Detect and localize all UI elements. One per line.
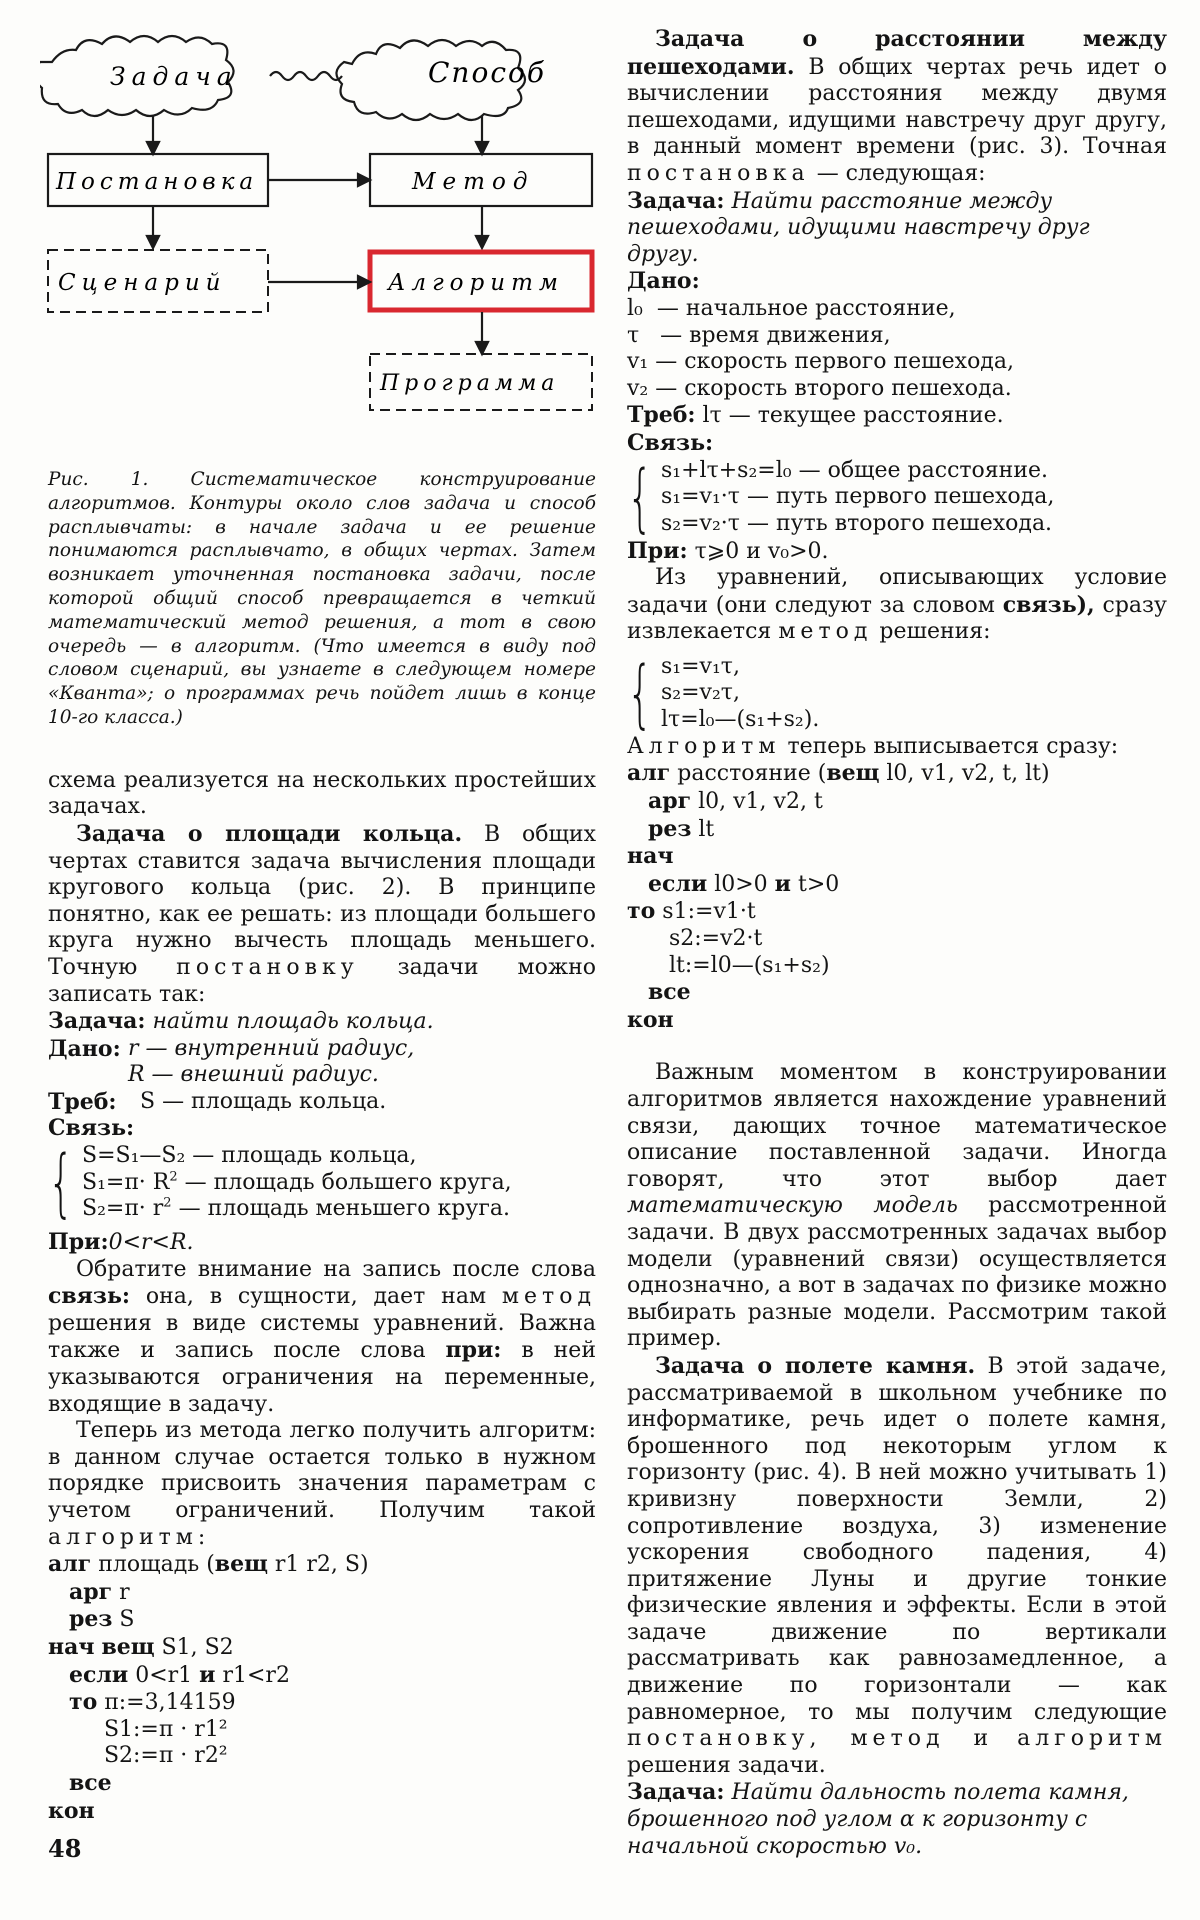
important-paragraph: Важным моментом в конструировании алгоритмов является нахождение уравнений связи, дающих точное математическое описание поставленной задачи. Иногда говорят, что этот выбор дает математическую модель рассмотренной задачи. В двух рассмотренных задачах выбор модели (уравнений связи) осуществляется однозначно, а вот в задачах по физике можно выбирать разные модели. Рассмотрим такой пример. [627, 1060, 1167, 1352]
walk-task-line: Задача: Найти расстояние между пешеходами, идущими навстречу друг другу. [627, 187, 1090, 267]
ring-req-label: Треб: [48, 1088, 117, 1115]
code-line: если 0<r1 и r1<r2 [68, 1661, 290, 1688]
given-item: v₂ — скорость второго пешехода. [627, 375, 1012, 401]
link-equation: s₂=v₂·τ — путь второго пешехода. [661, 510, 1053, 536]
program-label: Программа [380, 371, 560, 396]
code-line: рез S [68, 1606, 135, 1633]
code-line: арг l0, v1, v2, t [647, 788, 823, 815]
ring-link-system [48, 1140, 596, 1227]
ring-req-text: S — площадь кольца. [140, 1088, 387, 1114]
code-line: кон [48, 1797, 95, 1824]
method-vague-label: Способ [428, 56, 546, 89]
algorithm-label: Алгоритм [388, 270, 564, 296]
ring-req [48, 1089, 596, 1116]
ring-given-2: R — внешний радиус. [128, 1062, 379, 1088]
link-equation: s₁=v₁·τ — путь первого пешехода, [661, 484, 1055, 510]
code-line: арг r [68, 1578, 130, 1605]
ring-given-label: Дано: [48, 1035, 121, 1062]
right-column [627, 0, 1167, 1860]
ring-link-1: S=S₁—S₂ — площадь кольца, [82, 1143, 417, 1169]
code-line: нач вещ S1, S2 [48, 1633, 234, 1660]
ring-task-line [48, 1008, 596, 1036]
page-number: 48 [48, 1834, 82, 1863]
walk-given-list [627, 296, 1167, 402]
code-line: все [68, 1769, 112, 1796]
code-line: кон [627, 1006, 674, 1033]
method-label: Метод [412, 169, 535, 195]
ring-task-label: Задача: [48, 1008, 146, 1035]
given-item: v₁ — скорость первого пешехода, [627, 349, 1014, 375]
ring-text-a: В общих чертах ставится задача вычисления площади кругового кольца (рис. 2). В принципе понятно, как ее решать: из площади большего круга нужно вычесть площадь меньшего. Точную [48, 821, 596, 980]
method-equation: lτ=l₀—(s₁+s₂). [661, 707, 820, 733]
brace-icon: { [627, 454, 653, 541]
distance-algorithm-code [627, 760, 1167, 1034]
figure-caption: Рис. 1. Систематическое конструирование алгоритмов. Контуры около слов задача и способ расплывчаты: в начале задача и ее решение понимаются расплывчато, в общих чертах. Затем возникает уточненная постановка задачи, после которой общий способ превращается в четкий математический метод решения, а тот в свою очередь — в алгоритм. (Что имеется в виду под словом сценарий, вы узнаете в следующем номере «Кванта»; о программах речь пойдет лишь в конце 10-го класса.) [48, 469, 596, 728]
code-line: если l0>0 и t>0 [647, 870, 840, 897]
ring-link-label: Связь: [48, 1115, 135, 1142]
ring-text-b: задачи можно записать так: [48, 954, 596, 1007]
code-line: S1:=π · r1² [48, 1716, 228, 1742]
given-item: τ — время движения, [627, 322, 891, 348]
ring-link-3: $S_2=\pi\cdot r^2$ — площадь меньшего круга. [82, 1195, 510, 1222]
brace-icon: { [48, 1140, 74, 1227]
ring-task-paragraph [48, 821, 596, 1008]
statement-label: Постановка [56, 169, 259, 195]
stone-task-paragraph: Задача о полете камня. В этой задаче, рассматриваемой в школьном учебнике по информатике, речь идет о полете камня, брошенного под некоторым углом к горизонту (рис. 4). В ней можно учитывать 1) кривизну поверхности Земли, 2) сопротивление воздуха, 3) изменение ускорения свободного падения, 4) притяжение Луны и другие тонкие физические явления и эффекты. Если в этой задаче движение по вертикали рассматривать как равнозамедленное, а движение по горизонтали — как равномерное, то мы получим следующие постановку, метод и алгоритм решения задачи. [627, 1352, 1167, 1778]
ring-word-statement: постановку [176, 954, 359, 980]
area-algorithm-code [48, 1551, 596, 1825]
walk-given-label: Дано: [627, 268, 700, 295]
code-line: алг площадь (вещ r1 r2, S) [48, 1551, 369, 1578]
intro-paragraph: схема реализуется на нескольких простейших задачах. [48, 767, 596, 820]
method-equation: s₂=v₂τ, [661, 680, 740, 706]
code-line: алг расстояние (вещ l0, v1, v2, t, lt) [627, 760, 1050, 787]
algorithm-line: Алгоритм теперь выписывается сразу: [627, 733, 1119, 759]
ring-given-1: r — внутренний радиус, [128, 1035, 415, 1061]
walk-link-system [627, 454, 1167, 541]
code-line: S2:=π · r2² [48, 1743, 228, 1769]
code-line: то π:=3,14159 [68, 1689, 236, 1716]
ring-task-text: найти площадь кольца. [152, 1009, 434, 1035]
walk-req: Треб: lτ — текущее расстояние. [627, 402, 1004, 429]
walk-link-label: Связь: [627, 429, 714, 456]
code-line: нач [627, 843, 674, 870]
ring-given [48, 1036, 596, 1089]
left-column [48, 0, 596, 1825]
method-equation: s₁=v₁τ, [661, 653, 740, 679]
attention-paragraph: Обратите внимание на запись после слова связь: она, в сущности, дает нам метод решения в виде системы уравнений. Важна также и запись после слова при: в ней указываются ограничения на переменные, входящие в задачу. [48, 1256, 596, 1417]
link-equation: s₁+lτ+s₂=l₀ — общее расстояние. [661, 457, 1049, 483]
code-line: то s1:=v1·t [627, 898, 756, 925]
ring-cond: При:0<r<R. [48, 1229, 194, 1256]
walk-cond: При: τ⩾0 и v₀>0. [627, 537, 829, 564]
equations-paragraph: Из уравнений, описывающих условие задачи (они следуют за словом связь), сразу извлекается метод решения: [627, 565, 1167, 645]
ring-link-2: $S_1=\pi\cdot R^2$ — площадь большего круга, [82, 1169, 512, 1195]
walk-task-paragraph: Задача о расстоянии между пешеходами. В общих чертах речь идет о вычислении расстояния между двумя пешеходами, идущими навстречу друг другу, в данный момент времени (рис. 3). Точная постановка — следующая: [627, 26, 1167, 186]
scenario-label: Сценарий [58, 270, 227, 296]
now-paragraph: Теперь из метода легко получить алгоритм: в данном случае остается только в нужном порядке присвоить значения параметрам с учетом ограничений. Получим такой алгоритм: [48, 1418, 596, 1550]
ring-task-title: Задача о площади кольца. [76, 820, 463, 847]
brace-icon: { [627, 650, 653, 737]
code-line: s2:=v2·t [627, 926, 763, 952]
code-line: все [647, 979, 691, 1006]
stone-task-line: Задача: Найти дальность полета камня, брошенного под углом α к горизонту с начальной скоростью v₀. [627, 1779, 1129, 1859]
method-system [627, 650, 1167, 737]
given-item: l₀ — начальное расстояние, [627, 295, 956, 321]
code-line: рез lt [647, 815, 715, 842]
code-line: lt:=l0—(s₁+s₂) [627, 952, 830, 978]
task-label: Задача [110, 62, 238, 91]
